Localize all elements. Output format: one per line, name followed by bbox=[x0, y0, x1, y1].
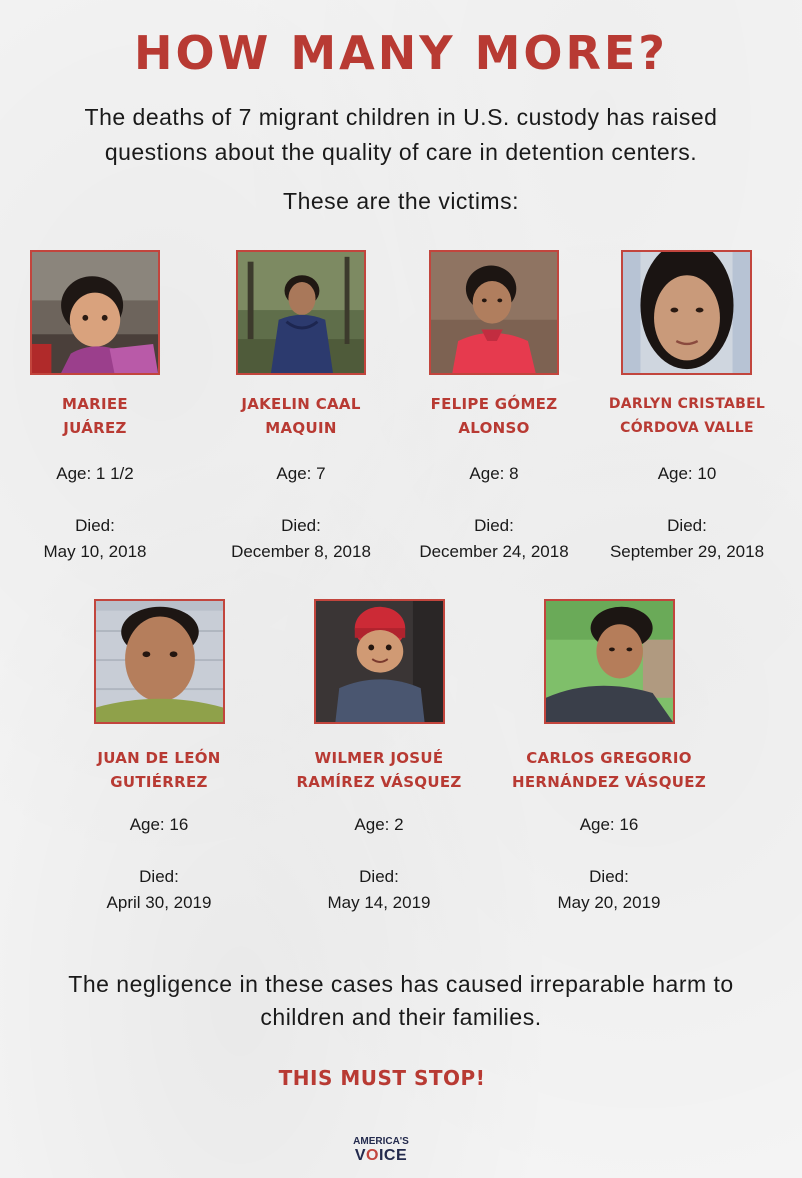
victim-name: DARLYN CRISTABEL CÓRDOVA VALLE bbox=[608, 396, 766, 436]
victim-age: Age: 8 bbox=[469, 464, 519, 483]
victim-age: Age: 1 1/2 bbox=[56, 464, 134, 483]
victim-died-date: May 20, 2019 bbox=[557, 893, 661, 912]
closing-statement: The negligence in these cases has caused irreparable harm to children and their families. bbox=[68, 971, 734, 1030]
victim-died-date: May 10, 2018 bbox=[43, 542, 147, 561]
victim-card-carlos-gregorio-hernandez-vasquez bbox=[500, 599, 718, 919]
victim-died-label: Died: bbox=[667, 516, 707, 535]
victim-died-date: May 14, 2019 bbox=[327, 893, 431, 912]
intro-text: The deaths of 7 migrant children in U.S. custody has raised questions about the quality of care in detention centers. bbox=[84, 104, 718, 165]
victim-photo bbox=[621, 250, 752, 375]
victim-age: Age: 2 bbox=[354, 815, 404, 834]
victim-died-label: Died: bbox=[474, 516, 514, 535]
victim-name: MARIEE JUÁREZ bbox=[62, 395, 128, 437]
americas-voice-logo bbox=[346, 1136, 416, 1164]
victim-age: Age: 16 bbox=[579, 815, 639, 834]
victim-name: WILMER JOSUÉ RAMÍREZ VÁSQUEZ bbox=[296, 749, 462, 791]
victim-died-date: April 30, 2019 bbox=[106, 893, 212, 912]
victim-photo bbox=[30, 250, 160, 375]
victim-died-label: Died: bbox=[359, 867, 399, 886]
victim-age: Age: 7 bbox=[276, 464, 326, 483]
call-to-action: THIS MUST STOP! bbox=[278, 1066, 486, 1090]
victim-died-label: Died: bbox=[589, 867, 629, 886]
logo-line2: VOICE bbox=[354, 1147, 408, 1164]
page-title: HOW MANY MORE? bbox=[134, 26, 668, 80]
victim-name: JAKELIN CAAL MAQUIN bbox=[241, 395, 361, 437]
victim-died-date: December 8, 2018 bbox=[231, 542, 371, 561]
victim-card-jakelin-caal-maquin bbox=[206, 250, 396, 570]
victim-photo bbox=[236, 250, 366, 375]
victims-heading: These are the victims: bbox=[283, 188, 519, 214]
victim-died-date: December 24, 2018 bbox=[419, 542, 569, 561]
victim-card-darlyn-cristabel-cordova-valle bbox=[592, 250, 782, 570]
victim-card-wilmer-josue-ramirez-vasquez bbox=[284, 599, 474, 919]
victim-name: CARLOS GREGORIO HERNÁNDEZ VÁSQUEZ bbox=[511, 749, 707, 791]
victim-name: FELIPE GÓMEZ ALONSO bbox=[430, 395, 558, 437]
victim-age: Age: 10 bbox=[657, 464, 717, 483]
victim-photo bbox=[429, 250, 559, 375]
victim-died-label: Died: bbox=[281, 516, 321, 535]
victim-photo bbox=[544, 599, 675, 724]
victim-card-felipe-gomez-alonso bbox=[399, 250, 589, 570]
victim-age: Age: 16 bbox=[129, 815, 189, 834]
victim-died-date: September 29, 2018 bbox=[609, 542, 765, 561]
victim-card-mariee-juarez bbox=[0, 250, 190, 570]
victim-name: JUAN DE LEÓN GUTIÉRREZ bbox=[97, 749, 221, 791]
victim-died-label: Died: bbox=[75, 516, 115, 535]
victim-card-juan-de-leon-gutierrez bbox=[64, 599, 254, 919]
victim-photo bbox=[94, 599, 225, 724]
victim-photo bbox=[314, 599, 445, 724]
logo-line1: AMERICA'S bbox=[353, 1136, 409, 1147]
victim-died-label: Died: bbox=[139, 867, 179, 886]
